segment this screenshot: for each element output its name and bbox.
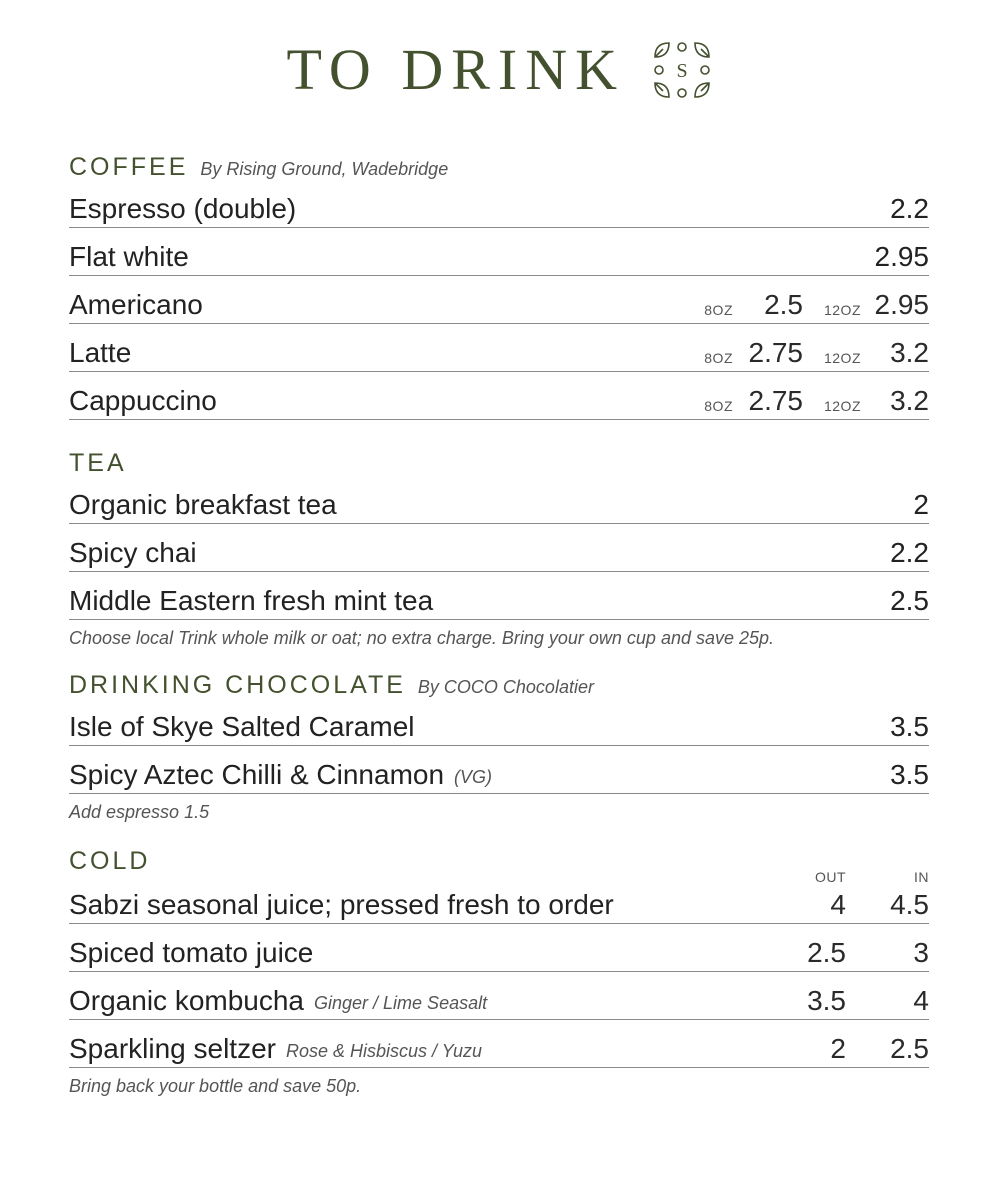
footnote: Choose local Trink whole milk or oat; no extra charge. Bring your own cup and save 25p. [69, 627, 775, 648]
item-note: Ginger / Lime Seasalt [314, 993, 488, 1014]
footnote: Bring back your bottle and save 50p. [69, 1075, 362, 1096]
price-in: 4.5 [890, 889, 929, 920]
section-title: COLD [69, 847, 151, 875]
section-title: DRINKING CHOCOLATE [69, 671, 406, 699]
header [0, 36, 1000, 103]
menu-row [69, 572, 929, 620]
item-name: Latte [69, 337, 132, 368]
section-chocolate-header [69, 664, 929, 698]
size-label: 12OZ [823, 350, 861, 366]
logo-letter: S [676, 59, 688, 82]
item-note: Rose & Hisbiscus / Yuzu [285, 1041, 483, 1062]
item-price: 2.75 [748, 385, 803, 416]
section-cold-header [69, 840, 929, 885]
size-label: 8OZ [704, 350, 733, 366]
item-name: Espresso (double) [69, 193, 297, 224]
menu-row [69, 324, 929, 372]
item-price: 3.5 [890, 711, 929, 742]
column-label-out: OUT [814, 869, 846, 885]
section-title: TEA [69, 449, 127, 477]
price-out: 3.5 [807, 985, 846, 1016]
item-name: Flat white [69, 241, 189, 272]
menu-row [69, 874, 929, 924]
item-name: Organic kombucha [69, 985, 305, 1016]
menu-row [69, 1020, 929, 1068]
price-in: 3 [913, 937, 929, 968]
section-tea-header [69, 438, 929, 476]
item-name: Organic breakfast tea [69, 489, 337, 520]
item-price: 2.95 [874, 289, 929, 320]
item-name: Isle of Skye Salted Caramel [69, 711, 415, 742]
item-name: Cappuccino [69, 385, 217, 416]
menu-row [69, 372, 929, 420]
price-in: 2.5 [890, 1033, 929, 1064]
item-price: 3.2 [890, 337, 929, 368]
price-in: 4 [913, 985, 929, 1016]
item-price: 2.95 [874, 241, 929, 272]
item-name: Spicy chai [69, 537, 197, 568]
item-price: 2.75 [748, 337, 803, 368]
item-price: 2.5 [764, 289, 803, 320]
section-coffee-header [69, 140, 929, 180]
size-label: 12OZ [823, 302, 861, 318]
price-out: 2.5 [807, 937, 846, 968]
item-price: 2 [913, 489, 929, 520]
footnote: Add espresso 1.5 [69, 801, 210, 822]
item-price: 2.2 [890, 193, 929, 224]
item-price: 2.5 [890, 585, 929, 616]
menu-row [69, 180, 929, 228]
item-note: (VG) [454, 767, 493, 788]
column-label-in: IN [914, 869, 929, 885]
menu-row [69, 924, 929, 972]
item-name: Spiced tomato juice [69, 937, 314, 968]
item-name: Spicy Aztec Chilli & Cinnamon [69, 759, 445, 790]
item-name: Sparkling seltzer [69, 1033, 276, 1064]
menu-row [69, 276, 929, 324]
size-label: 12OZ [823, 398, 861, 414]
menu-row [69, 228, 929, 276]
size-label: 8OZ [704, 398, 733, 414]
item-price: 3.2 [890, 385, 929, 416]
price-out: 2 [830, 1033, 846, 1064]
menu-row [69, 746, 929, 794]
menu [69, 140, 929, 1104]
price-out: 4 [830, 889, 846, 920]
section-title: COFFEE [69, 153, 189, 181]
menu-row [69, 972, 929, 1020]
item-name: Middle Eastern fresh mint tea [69, 585, 434, 616]
item-name: Americano [69, 289, 203, 320]
menu-row [69, 524, 929, 572]
item-price: 2.2 [890, 537, 929, 568]
menu-row [69, 476, 929, 524]
item-name: Sabzi seasonal juice; pressed fresh to order [69, 889, 614, 920]
page-title: TO DRINK [286, 37, 625, 102]
size-label: 8OZ [704, 302, 733, 318]
section-subtitle: By Rising Ground, Wadebridge [200, 159, 449, 180]
menu-row [69, 698, 929, 746]
section-subtitle: By COCO Chocolatier [417, 677, 594, 698]
item-price: 3.5 [890, 759, 929, 790]
leaf-s-monogram-icon [651, 39, 713, 101]
